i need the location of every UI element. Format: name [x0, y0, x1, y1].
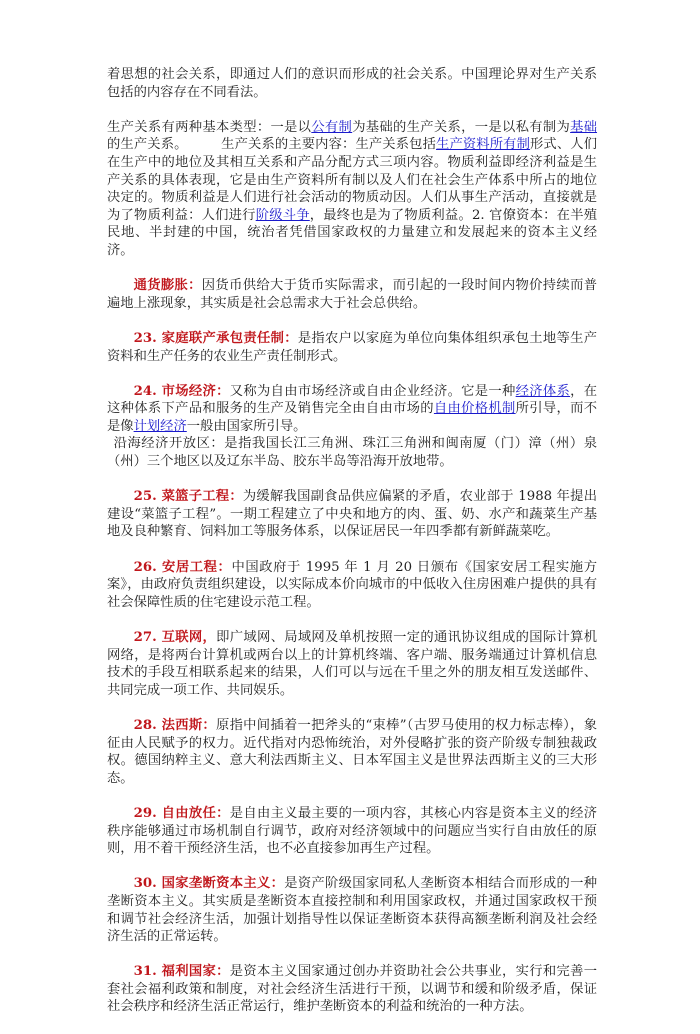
paragraph — [107, 383, 597, 436]
body-text: 即广域网、局域网及单机按照一定的通讯协议组成的国际计算机网络，是将两台计算机或两台以上的计算机终端、客户端、服务端通过计算机信息技术的手段互相联系起来的结果，人们可以与远在千里之外的朋友相互发送邮件、共同完成一项工作、共同娱乐。 — [107, 630, 598, 698]
hyperlink[interactable]: 公有制 — [311, 119, 353, 135]
body-text: 中国政府于 1995 年 1 月 20 日颁布《国家安居工程实施方案》，由政府负责组织建设，以实际成本价向城市的中低收入住房困难户提供的具有社会保障性质的住宅建设示范工程。 — [107, 559, 597, 610]
term-heading: 通货膨胀： — [133, 278, 202, 294]
paragraph — [107, 559, 597, 612]
term-heading: 30. 国家垄断资本主义： — [133, 876, 285, 892]
body-text: 是资产阶级国家同私人垄断资本相结合而形成的一种垄断资本主义。其实质是垄断资本直接控制和利用国家政权，并通过国家政权干预和调节社会经济生活，加强计划指导性以保证垄断资本获得高额垄断利润及社会经济生活的正常运转。 — [107, 876, 598, 945]
hyperlink[interactable]: 自由价格机制 — [433, 401, 516, 417]
paragraph — [107, 435, 597, 470]
body-text: 为基础的生产关系，一是以私有制为 — [352, 119, 571, 135]
body-text: ，最终也是为了物质利益。2. 官僚资本：在半殖民地、半封建的中国，统治者凭借国家政权的力量建立和发展起来的资本主义经济。 — [107, 207, 598, 258]
body-text: 的生产关系。 生产关系的主要内容：生产关系包括 — [107, 137, 437, 153]
hyperlink[interactable]: 阶级斗争 — [255, 207, 310, 223]
body-text: 是指农户以家庭为单位向集体组织承包土地等生产资料和生产任务的农业生产责任制形式。 — [107, 330, 597, 364]
term-heading: 31. 福利国家： — [133, 964, 230, 980]
body-text: 沿海经济开放区：是指我国长江三角洲、珠江三角洲和闽南厦（门）漳（州）泉（州）三个地区以及辽东半岛、胶东半岛等沿海开放地带。 — [107, 436, 597, 470]
paragraph — [107, 805, 597, 858]
paragraph — [107, 875, 597, 945]
body-text: 一般由国家所引导。 — [186, 418, 307, 434]
body-text: 是自由主义最主要的一项内容，其核心内容是资本主义的经济秩序能够通过市场机制自行调节，政府对经济领域中的问题应当实行自由放任的原则，用不着干预经济生活，也不必直接参加再生产过程。 — [107, 805, 598, 857]
paragraph — [107, 119, 597, 260]
document-page — [107, 66, 597, 1034]
term-heading: 29. 自由放任： — [133, 805, 230, 821]
paragraph — [107, 66, 597, 101]
body-text: 所引导，而不是像 — [107, 401, 598, 434]
paragraph — [107, 488, 597, 541]
term-heading: 26. 安居工程： — [133, 559, 232, 575]
hyperlink[interactable]: 生产资料所有制 — [436, 137, 530, 153]
body-text: ，在这种体系下产品和服务的生产及销售完全由自由市场的 — [107, 383, 598, 417]
term-heading: 27. 互联网， — [133, 630, 217, 645]
body-text: 形式、人们在生产中的地位及其相互关系和产品分配方式三项内容。物质利益即经济利益是生产关系的具体表现，它是由生产资料所有制以及人们在社会生产体系中所占的地位决定的。物质利益是人们进行社会活动的物质动因。人们从事生产活动，直接就是为了物质利益：人们进行 — [107, 137, 598, 223]
paragraph — [107, 629, 597, 699]
hyperlink[interactable]: 基础 — [570, 119, 598, 135]
body-text: 原指中间插着一把斧头的“束棒”（古罗马使用的权力标志棒），象征由人民赋予的权力。近代指对内恐怖统治，对外侵略扩张的资产阶级专制独裁政权。德国纳粹主义、意大利法西斯主义、日本军国主义是世界法西斯主义的三大形态。 — [107, 717, 598, 786]
paragraph — [107, 717, 597, 787]
term-heading: 24. 市场经济： — [133, 383, 230, 399]
term-heading: 25. 菜篮子工程： — [133, 489, 243, 505]
body-text: 为缓解我国副食品供应偏紧的矛盾，农业部于 1988 年提出建设“菜篮子工程”。一期工程建立了中央和地方的肉、蛋、奶、水产和蔬菜生产基地及良种繁育、饲料加工等服务体系，以保证居民一年四季都有新鲜蔬菜吃。 — [107, 489, 597, 540]
hyperlink[interactable]: 计划经济 — [133, 418, 187, 434]
body-text: 是资本主义国家通过创办并资助社会公共事业，实行和完善一套社会福利政策和制度，对社会经济生活进行干预，以调节和缓和阶级矛盾，保证社会秩序和经济生活正常运行，维护垄断资本的利益和统治的一种方法。 — [107, 964, 598, 1015]
paragraph — [107, 277, 597, 312]
paragraph — [107, 330, 597, 365]
term-heading: 23. 家庭联产承包责任制： — [133, 330, 298, 346]
hyperlink[interactable]: 经济体系 — [515, 383, 571, 399]
term-heading: 28. 法西斯： — [133, 717, 216, 733]
body-text: 又称为自由市场经济或自由企业经济。它是一种 — [229, 383, 516, 399]
body-text: 着思想的社会关系，即通过人们的意识而形成的社会关系。中国理论界对生产关系包括的内容存在不同看法。 — [107, 67, 597, 100]
body-text: 因货币供给大于货币实际需求，而引起的一段时间内物价持续而普遍地上涨现象，其实质是社会总需求大于社会总供给。 — [107, 278, 598, 311]
body-text: 生产关系有两种基本类型：一是以 — [107, 119, 312, 135]
